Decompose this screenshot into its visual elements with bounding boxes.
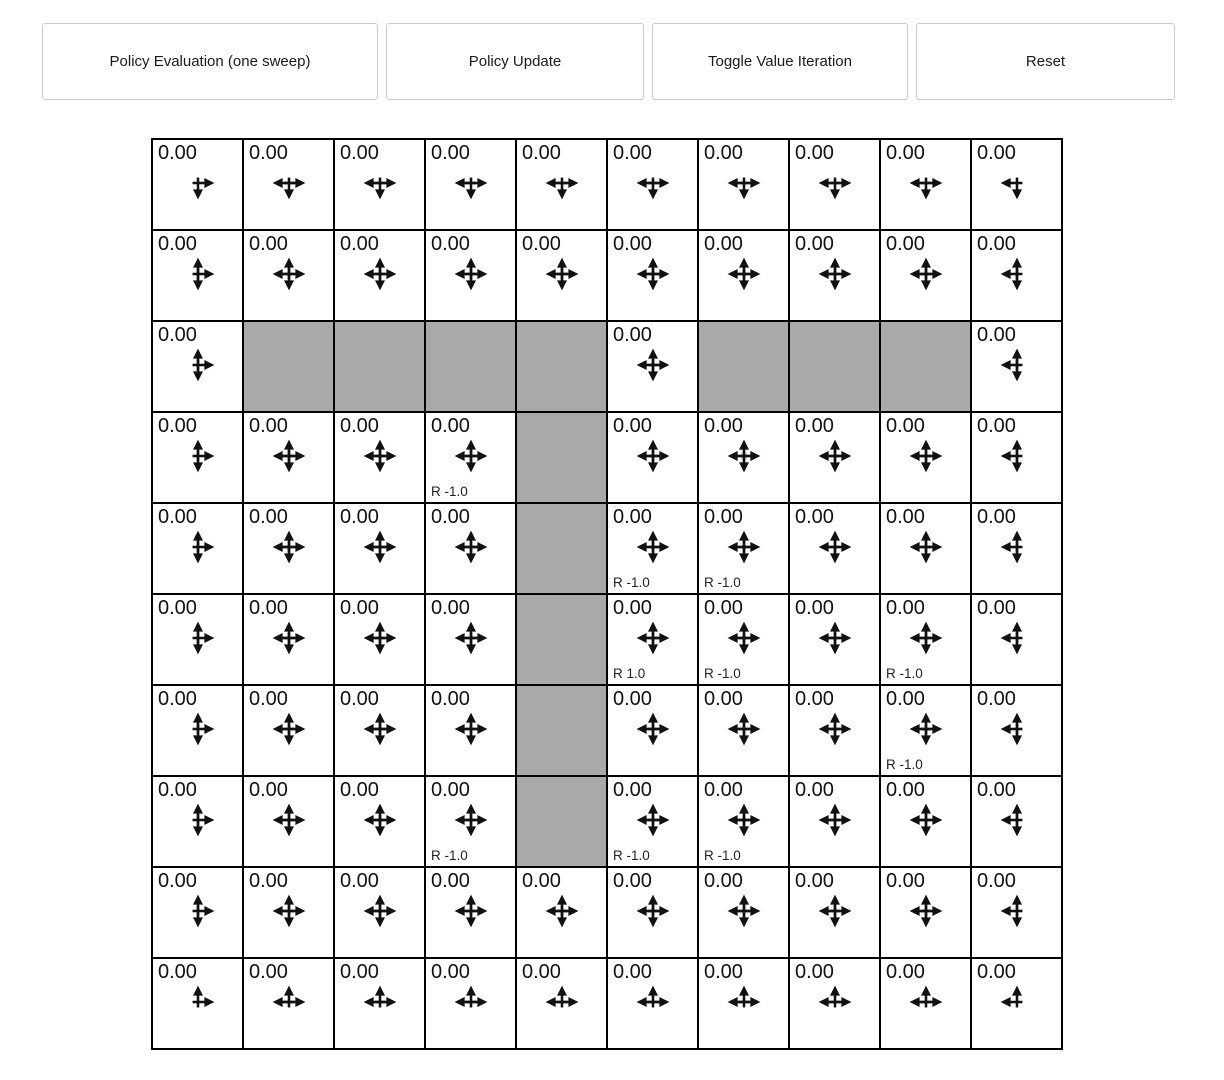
- grid-cell-r9-c3[interactable]: [425, 958, 516, 1049]
- grid-cell-r4-c8[interactable]: [880, 503, 971, 594]
- policy-arrows-up-down-left-right-icon: [724, 618, 764, 658]
- grid-cell-r6-c3[interactable]: [425, 685, 516, 776]
- grid-cell-r3-c7[interactable]: [789, 412, 880, 503]
- state-value: 0.00: [977, 779, 1016, 801]
- state-value: 0.00: [977, 233, 1016, 255]
- state-value: 0.00: [340, 779, 379, 801]
- policy-arrows-up-down-left-right-icon: [360, 436, 400, 476]
- policy-arrows-up-down-left-right-icon: [906, 800, 946, 840]
- state-value: 0.00: [795, 961, 834, 983]
- state-value: 0.00: [158, 415, 197, 437]
- grid-cell-r5-c9[interactable]: [971, 594, 1062, 685]
- policy-arrows-up-down-left-right-icon: [633, 800, 673, 840]
- grid-cell-r9-c5[interactable]: [607, 958, 698, 1049]
- grid-cell-r0-c8[interactable]: [880, 139, 971, 230]
- policy-arrows-up-down-left-right-icon: [906, 436, 946, 476]
- grid-cell-r0-c1[interactable]: [243, 139, 334, 230]
- reward-label: R 1.0: [613, 666, 646, 681]
- grid-cell-r0-c4[interactable]: [516, 139, 607, 230]
- grid-cell-r7-c5[interactable]: [607, 776, 698, 867]
- grid-cell-r5-c8[interactable]: [880, 594, 971, 685]
- policy-arrows-left-right-down-icon: [542, 163, 582, 203]
- grid-cell-r9-c0[interactable]: [152, 958, 243, 1049]
- grid-cell-r5-c2[interactable]: [334, 594, 425, 685]
- state-value: 0.00: [613, 142, 652, 164]
- reward-label: R -1.0: [431, 848, 468, 863]
- state-value: 0.00: [886, 506, 925, 528]
- policy-arrows-left-right-down-icon: [815, 163, 855, 203]
- policy-arrows-up-right-icon: [178, 982, 218, 1022]
- policy-arrows-up-down-left-right-icon: [269, 618, 309, 658]
- policy-arrows-up-down-left-icon: [997, 345, 1037, 385]
- policy-arrows-up-down-left-right-icon: [451, 254, 491, 294]
- grid-cell-r9-c4[interactable]: [516, 958, 607, 1049]
- wall-cell-r4-c4: [516, 503, 607, 594]
- policy-arrows-left-right-down-icon: [360, 163, 400, 203]
- policy-arrows-up-down-left-right-icon: [269, 527, 309, 567]
- policy-arrows-up-down-left-right-icon: [724, 709, 764, 749]
- state-value: 0.00: [704, 597, 743, 619]
- policy-arrows-up-down-left-right-icon: [269, 709, 309, 749]
- state-value: 0.00: [613, 961, 652, 983]
- policy-arrows-up-down-left-icon: [997, 891, 1037, 931]
- state-value: 0.00: [795, 506, 834, 528]
- grid-cell-r0-c2[interactable]: [334, 139, 425, 230]
- policy-arrows-up-down-left-icon: [997, 800, 1037, 840]
- grid-cell-r3-c3[interactable]: [425, 412, 516, 503]
- policy-arrows-up-down-left-right-icon: [633, 254, 673, 294]
- grid-cell-r6-c9[interactable]: [971, 685, 1062, 776]
- state-value: 0.00: [795, 597, 834, 619]
- policy-arrows-up-down-left-right-icon: [724, 891, 764, 931]
- state-value: 0.00: [340, 506, 379, 528]
- grid-cell-r2-c5[interactable]: [607, 321, 698, 412]
- grid-cell-r1-c9[interactable]: [971, 230, 1062, 321]
- state-value: 0.00: [795, 870, 834, 892]
- grid-cell-r8-c8[interactable]: [880, 867, 971, 958]
- grid-cell-r8-c2[interactable]: [334, 867, 425, 958]
- policy-arrows-up-down-left-right-icon: [724, 800, 764, 840]
- grid-cell-r0-c0[interactable]: [152, 139, 243, 230]
- policy-arrows-up-down-right-icon: [178, 709, 218, 749]
- policy-arrows-up-down-left-right-icon: [451, 618, 491, 658]
- grid-cell-r0-c3[interactable]: [425, 139, 516, 230]
- state-value: 0.00: [613, 870, 652, 892]
- state-value: 0.00: [977, 597, 1016, 619]
- policy-arrows-up-down-left-right-icon: [633, 527, 673, 567]
- state-value: 0.00: [431, 870, 470, 892]
- state-value: 0.00: [158, 688, 197, 710]
- state-value: 0.00: [977, 415, 1016, 437]
- policy-arrows-up-down-left-right-icon: [269, 800, 309, 840]
- policy-arrows-up-down-left-right-icon: [724, 436, 764, 476]
- policy-arrows-up-down-left-right-icon: [451, 436, 491, 476]
- state-value: 0.00: [340, 597, 379, 619]
- state-value: 0.00: [431, 142, 470, 164]
- policy-arrows-up-down-right-icon: [178, 345, 218, 385]
- state-value: 0.00: [158, 324, 197, 346]
- reward-label: R -1.0: [613, 575, 650, 590]
- state-value: 0.00: [704, 870, 743, 892]
- state-value: 0.00: [613, 415, 652, 437]
- reward-label: R -1.0: [431, 484, 468, 499]
- grid-cell-r7-c2[interactable]: [334, 776, 425, 867]
- grid-cell-r3-c5[interactable]: [607, 412, 698, 503]
- policy-arrows-up-down-left-right-icon: [815, 436, 855, 476]
- grid-cell-r8-c4[interactable]: [516, 867, 607, 958]
- policy-arrows-up-down-left-right-icon: [906, 527, 946, 567]
- grid-cell-r2-c9[interactable]: [971, 321, 1062, 412]
- state-value: 0.00: [613, 779, 652, 801]
- policy-arrows-up-down-right-icon: [178, 527, 218, 567]
- grid-cell-r9-c8[interactable]: [880, 958, 971, 1049]
- state-value: 0.00: [431, 961, 470, 983]
- state-value: 0.00: [704, 142, 743, 164]
- grid-cell-r6-c7[interactable]: [789, 685, 880, 776]
- state-value: 0.00: [795, 233, 834, 255]
- state-value: 0.00: [977, 506, 1016, 528]
- policy-arrows-up-down-left-right-icon: [451, 527, 491, 567]
- policy-arrows-left-right-down-icon: [269, 163, 309, 203]
- policy-arrows-left-right-down-icon: [633, 163, 673, 203]
- grid-cell-r6-c5[interactable]: [607, 685, 698, 776]
- wall-cell-r2-c8: [880, 321, 971, 412]
- policy-arrows-up-down-left-icon: [997, 527, 1037, 567]
- state-value: 0.00: [704, 961, 743, 983]
- grid-cell-r7-c3[interactable]: [425, 776, 516, 867]
- state-value: 0.00: [977, 324, 1016, 346]
- policy-arrows-up-down-left-right-icon: [724, 254, 764, 294]
- state-value: 0.00: [431, 779, 470, 801]
- wall-cell-r6-c4: [516, 685, 607, 776]
- policy-arrows-left-right-down-icon: [724, 163, 764, 203]
- wall-cell-r2-c3: [425, 321, 516, 412]
- reward-label: R -1.0: [886, 666, 923, 681]
- policy-arrows-up-down-left-right-icon: [451, 709, 491, 749]
- policy-arrows-up-down-left-icon: [997, 254, 1037, 294]
- grid-cell-r5-c0[interactable]: [152, 594, 243, 685]
- policy-arrows-up-down-left-right-icon: [724, 527, 764, 567]
- state-value: 0.00: [795, 415, 834, 437]
- state-value: 0.00: [704, 415, 743, 437]
- state-value: 0.00: [340, 233, 379, 255]
- state-value: 0.00: [704, 233, 743, 255]
- state-value: 0.00: [249, 779, 288, 801]
- grid-cell-r8-c6[interactable]: [698, 867, 789, 958]
- state-value: 0.00: [704, 688, 743, 710]
- policy-arrows-up-down-left-right-icon: [633, 345, 673, 385]
- state-value: 0.00: [158, 779, 197, 801]
- grid-cell-r1-c8[interactable]: [880, 230, 971, 321]
- policy-arrows-up-down-left-right-icon: [360, 527, 400, 567]
- reward-label: R -1.0: [613, 848, 650, 863]
- policy-arrows-up-left-icon: [997, 982, 1037, 1022]
- grid-cell-r1-c3[interactable]: [425, 230, 516, 321]
- state-value: 0.00: [795, 688, 834, 710]
- grid-cell-r1-c4[interactable]: [516, 230, 607, 321]
- grid-cell-r1-c7[interactable]: [789, 230, 880, 321]
- policy-arrows-up-down-left-right-icon: [269, 254, 309, 294]
- policy-arrows-up-down-right-icon: [178, 254, 218, 294]
- policy-arrows-left-down-icon: [997, 163, 1037, 203]
- grid-cell-r1-c0[interactable]: [152, 230, 243, 321]
- policy-arrows-up-down-left-right-icon: [360, 618, 400, 658]
- grid-cell-r3-c2[interactable]: [334, 412, 425, 503]
- grid-cell-r6-c1[interactable]: [243, 685, 334, 776]
- wall-cell-r2-c4: [516, 321, 607, 412]
- grid-cell-r0-c7[interactable]: [789, 139, 880, 230]
- wall-cell-r3-c4: [516, 412, 607, 503]
- state-value: 0.00: [340, 870, 379, 892]
- policy-arrows-up-down-left-right-icon: [815, 800, 855, 840]
- state-value: 0.00: [158, 961, 197, 983]
- policy-evaluation-button[interactable]: Policy Evaluation (one sweep): [42, 23, 378, 100]
- grid-cell-r8-c0[interactable]: [152, 867, 243, 958]
- reward-label: R -1.0: [704, 848, 741, 863]
- policy-arrows-up-down-left-right-icon: [815, 527, 855, 567]
- state-value: 0.00: [431, 688, 470, 710]
- state-value: 0.00: [886, 597, 925, 619]
- state-value: 0.00: [431, 233, 470, 255]
- reward-label: R -1.0: [704, 575, 741, 590]
- policy-arrows-up-down-right-icon: [178, 618, 218, 658]
- policy-arrows-left-right-up-icon: [542, 982, 582, 1022]
- grid-cell-r4-c2[interactable]: [334, 503, 425, 594]
- state-value: 0.00: [704, 779, 743, 801]
- state-value: 0.00: [522, 142, 561, 164]
- policy-arrows-up-down-left-right-icon: [633, 709, 673, 749]
- grid-cell-r0-c9[interactable]: [971, 139, 1062, 230]
- grid-cell-r4-c6[interactable]: [698, 503, 789, 594]
- policy-arrows-up-down-left-right-icon: [633, 891, 673, 931]
- policy-arrows-up-down-left-right-icon: [633, 436, 673, 476]
- state-value: 0.00: [340, 415, 379, 437]
- policy-arrows-up-down-left-right-icon: [451, 891, 491, 931]
- grid-cell-r3-c1[interactable]: [243, 412, 334, 503]
- grid-cell-r5-c5[interactable]: [607, 594, 698, 685]
- policy-arrows-up-down-left-right-icon: [815, 891, 855, 931]
- policy-arrows-up-down-left-right-icon: [451, 800, 491, 840]
- grid-cell-r9-c2[interactable]: [334, 958, 425, 1049]
- state-value: 0.00: [613, 233, 652, 255]
- state-value: 0.00: [249, 142, 288, 164]
- grid-cell-r4-c1[interactable]: [243, 503, 334, 594]
- policy-arrows-up-down-left-right-icon: [815, 618, 855, 658]
- policy-arrows-up-down-left-right-icon: [269, 436, 309, 476]
- grid-cell-r0-c5[interactable]: [607, 139, 698, 230]
- state-value: 0.00: [977, 688, 1016, 710]
- policy-arrows-up-down-left-right-icon: [906, 254, 946, 294]
- state-value: 0.00: [886, 961, 925, 983]
- policy-arrows-up-down-left-right-icon: [906, 618, 946, 658]
- state-value: 0.00: [522, 870, 561, 892]
- state-value: 0.00: [158, 506, 197, 528]
- grid-cell-r5-c1[interactable]: [243, 594, 334, 685]
- grid-cell-r3-c6[interactable]: [698, 412, 789, 503]
- grid-cell-r2-c0[interactable]: [152, 321, 243, 412]
- policy-arrows-left-right-up-icon: [360, 982, 400, 1022]
- policy-update-button[interactable]: Policy Update: [386, 23, 644, 100]
- policy-arrows-left-right-up-icon: [724, 982, 764, 1022]
- grid-cell-r6-c6[interactable]: [698, 685, 789, 776]
- state-value: 0.00: [431, 415, 470, 437]
- policy-arrows-up-down-left-right-icon: [906, 709, 946, 749]
- grid-cell-r5-c3[interactable]: [425, 594, 516, 685]
- state-value: 0.00: [522, 961, 561, 983]
- grid-cell-r8-c3[interactable]: [425, 867, 516, 958]
- policy-arrows-left-right-up-icon: [906, 982, 946, 1022]
- grid-cell-r6-c2[interactable]: [334, 685, 425, 776]
- state-value: 0.00: [249, 597, 288, 619]
- state-value: 0.00: [613, 688, 652, 710]
- policy-arrows-right-down-icon: [178, 163, 218, 203]
- policy-arrows-up-down-left-icon: [997, 618, 1037, 658]
- policy-arrows-left-right-down-icon: [906, 163, 946, 203]
- state-value: 0.00: [522, 233, 561, 255]
- state-value: 0.00: [158, 597, 197, 619]
- grid-cell-r4-c0[interactable]: [152, 503, 243, 594]
- wall-cell-r2-c7: [789, 321, 880, 412]
- grid-cell-r4-c7[interactable]: [789, 503, 880, 594]
- grid-cell-r1-c2[interactable]: [334, 230, 425, 321]
- state-value: 0.00: [977, 142, 1016, 164]
- grid-cell-r6-c8[interactable]: [880, 685, 971, 776]
- grid-cell-r9-c7[interactable]: [789, 958, 880, 1049]
- state-value: 0.00: [340, 961, 379, 983]
- state-value: 0.00: [249, 233, 288, 255]
- state-value: 0.00: [795, 779, 834, 801]
- grid-cell-r5-c6[interactable]: [698, 594, 789, 685]
- state-value: 0.00: [340, 688, 379, 710]
- grid-cell-r3-c0[interactable]: [152, 412, 243, 503]
- policy-arrows-up-down-left-right-icon: [815, 709, 855, 749]
- grid-cell-r6-c0[interactable]: [152, 685, 243, 776]
- grid-cell-r1-c6[interactable]: [698, 230, 789, 321]
- state-value: 0.00: [249, 870, 288, 892]
- state-value: 0.00: [340, 142, 379, 164]
- policy-arrows-up-down-left-right-icon: [542, 891, 582, 931]
- state-value: 0.00: [249, 961, 288, 983]
- state-value: 0.00: [886, 415, 925, 437]
- gridworld-grid: [151, 138, 1063, 1050]
- policy-arrows-left-right-up-icon: [451, 982, 491, 1022]
- state-value: 0.00: [886, 870, 925, 892]
- state-value: 0.00: [158, 142, 197, 164]
- grid-cell-r7-c0[interactable]: [152, 776, 243, 867]
- reward-label: R -1.0: [704, 666, 741, 681]
- grid-cell-r4-c9[interactable]: [971, 503, 1062, 594]
- grid-cell-r9-c9[interactable]: [971, 958, 1062, 1049]
- grid-cell-r9-c1[interactable]: [243, 958, 334, 1049]
- policy-arrows-up-down-left-right-icon: [542, 254, 582, 294]
- policy-arrows-up-down-right-icon: [178, 436, 218, 476]
- grid-cell-r7-c6[interactable]: [698, 776, 789, 867]
- policy-arrows-left-right-up-icon: [815, 982, 855, 1022]
- reward-label: R -1.0: [886, 757, 923, 772]
- state-value: 0.00: [249, 415, 288, 437]
- state-value: 0.00: [977, 870, 1016, 892]
- policy-arrows-up-down-left-icon: [997, 436, 1037, 476]
- policy-arrows-up-down-right-icon: [178, 891, 218, 931]
- grid-cell-r7-c1[interactable]: [243, 776, 334, 867]
- state-value: 0.00: [886, 688, 925, 710]
- wall-cell-r5-c4: [516, 594, 607, 685]
- state-value: 0.00: [886, 233, 925, 255]
- grid-cell-r0-c6[interactable]: [698, 139, 789, 230]
- policy-arrows-up-down-right-icon: [178, 800, 218, 840]
- policy-arrows-up-down-left-right-icon: [633, 618, 673, 658]
- state-value: 0.00: [613, 324, 652, 346]
- toolbar: [0, 0, 1224, 100]
- grid-cell-r9-c6[interactable]: [698, 958, 789, 1049]
- policy-arrows-up-down-left-right-icon: [360, 254, 400, 294]
- state-value: 0.00: [158, 233, 197, 255]
- policy-arrows-left-right-down-icon: [451, 163, 491, 203]
- state-value: 0.00: [704, 506, 743, 528]
- state-value: 0.00: [795, 142, 834, 164]
- policy-arrows-up-down-left-right-icon: [815, 254, 855, 294]
- state-value: 0.00: [158, 870, 197, 892]
- policy-arrows-up-down-left-right-icon: [360, 709, 400, 749]
- wall-cell-r2-c2: [334, 321, 425, 412]
- state-value: 0.00: [613, 597, 652, 619]
- grid-cell-r7-c7[interactable]: [789, 776, 880, 867]
- state-value: 0.00: [249, 506, 288, 528]
- grid-cell-r5-c7[interactable]: [789, 594, 880, 685]
- state-value: 0.00: [431, 506, 470, 528]
- grid-cell-r8-c9[interactable]: [971, 867, 1062, 958]
- grid-cell-r4-c5[interactable]: [607, 503, 698, 594]
- state-value: 0.00: [431, 597, 470, 619]
- policy-arrows-up-down-left-right-icon: [360, 891, 400, 931]
- grid-cell-r3-c8[interactable]: [880, 412, 971, 503]
- grid-cell-r7-c8[interactable]: [880, 776, 971, 867]
- grid-cell-r8-c7[interactable]: [789, 867, 880, 958]
- policy-arrows-up-down-left-icon: [997, 709, 1037, 749]
- policy-arrows-left-right-up-icon: [269, 982, 309, 1022]
- reset-button[interactable]: Reset: [916, 23, 1175, 100]
- wall-cell-r7-c4: [516, 776, 607, 867]
- policy-arrows-left-right-up-icon: [633, 982, 673, 1022]
- state-value: 0.00: [886, 142, 925, 164]
- policy-arrows-up-down-left-right-icon: [360, 800, 400, 840]
- grid-cell-r4-c3[interactable]: [425, 503, 516, 594]
- toggle-value-iteration-button[interactable]: Toggle Value Iteration: [652, 23, 908, 100]
- state-value: 0.00: [977, 961, 1016, 983]
- state-value: 0.00: [249, 688, 288, 710]
- wall-cell-r2-c6: [698, 321, 789, 412]
- grid-cell-r8-c5[interactable]: [607, 867, 698, 958]
- policy-arrows-up-down-left-right-icon: [906, 891, 946, 931]
- state-value: 0.00: [886, 779, 925, 801]
- grid-cell-r8-c1[interactable]: [243, 867, 334, 958]
- wall-cell-r2-c1: [243, 321, 334, 412]
- grid-cell-r1-c1[interactable]: [243, 230, 334, 321]
- grid-cell-r3-c9[interactable]: [971, 412, 1062, 503]
- grid-cell-r7-c9[interactable]: [971, 776, 1062, 867]
- policy-arrows-up-down-left-right-icon: [269, 891, 309, 931]
- state-value: 0.00: [613, 506, 652, 528]
- grid-cell-r1-c5[interactable]: [607, 230, 698, 321]
